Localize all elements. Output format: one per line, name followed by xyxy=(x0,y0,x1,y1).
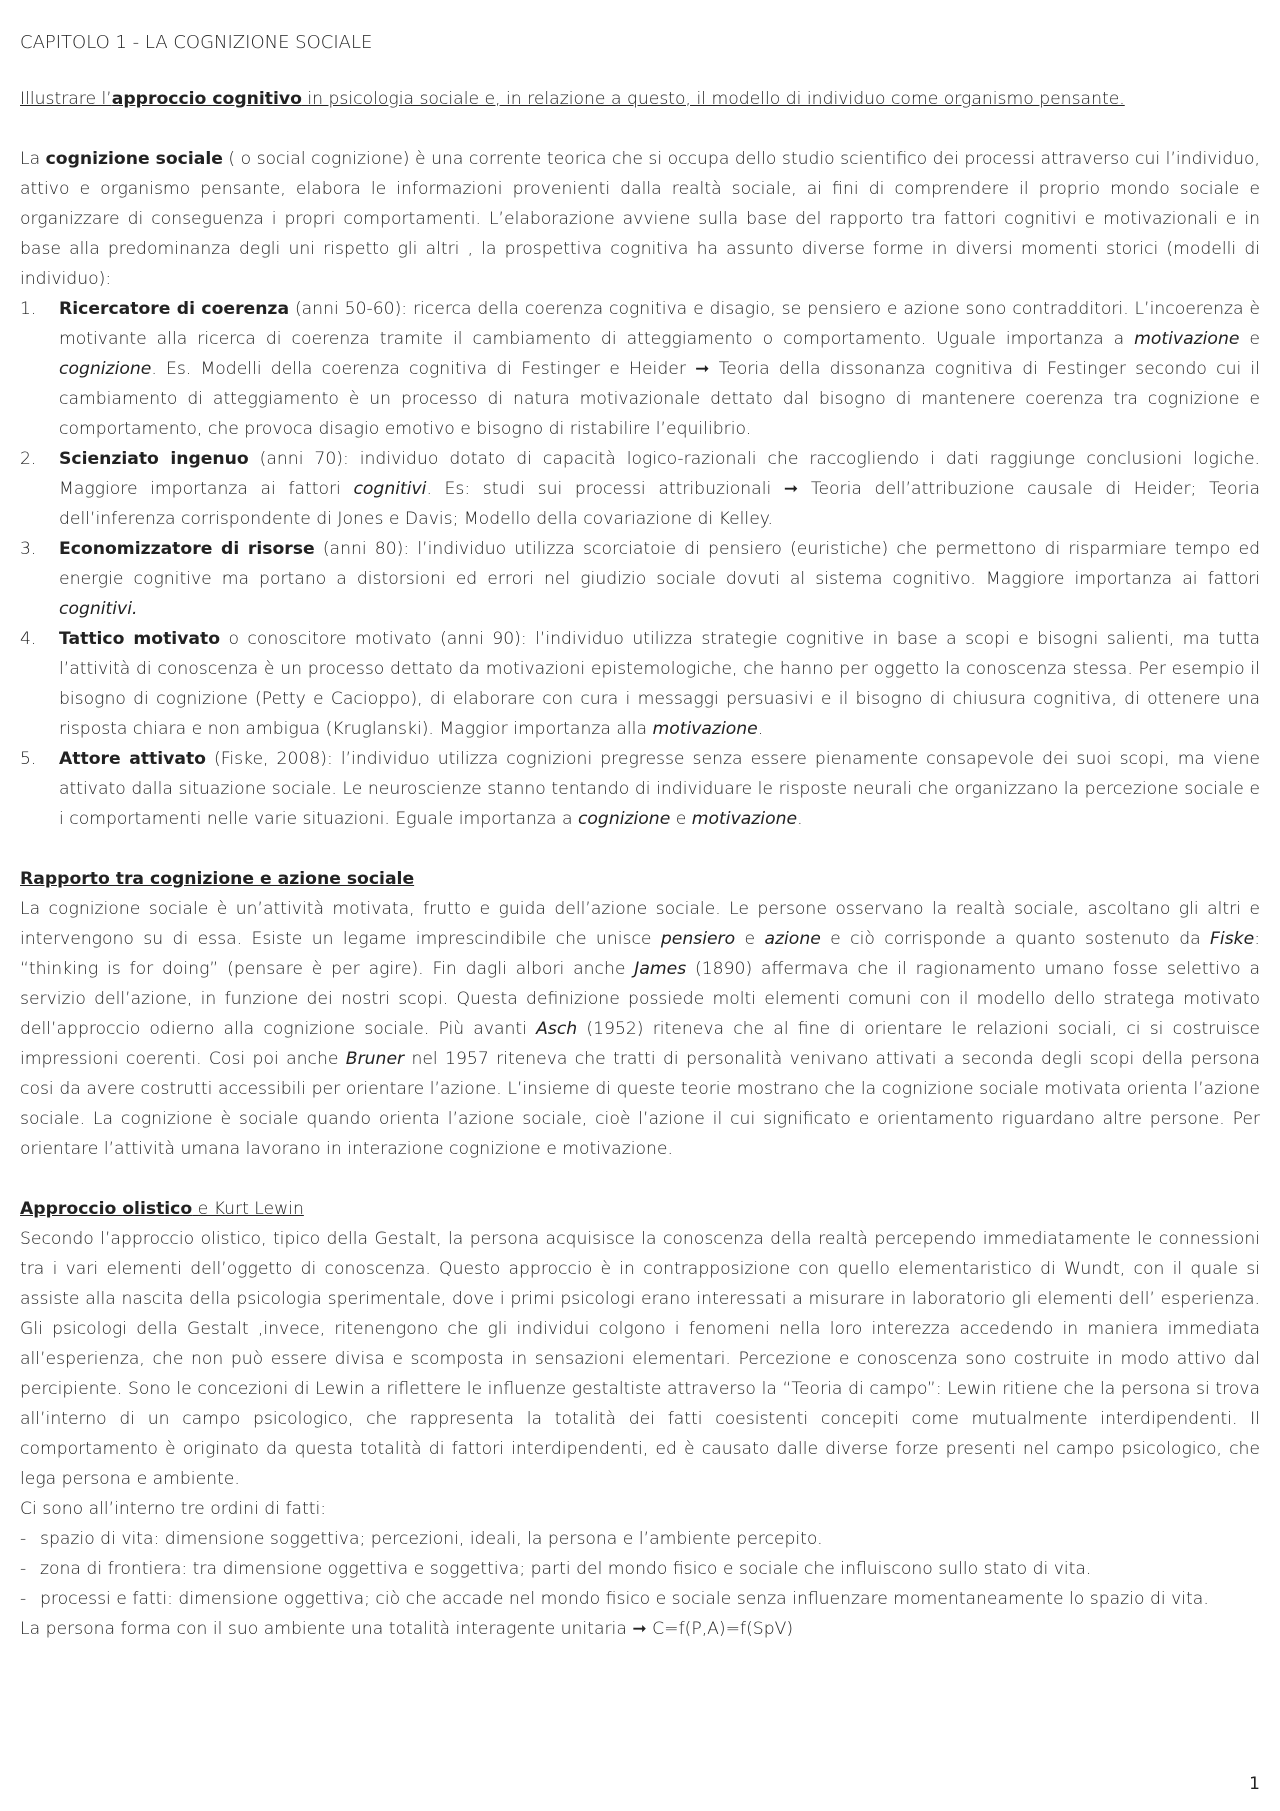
list-number: 4. xyxy=(20,629,37,649)
dash-bullet: - xyxy=(20,1559,27,1579)
model-item: 2. Scienziato ingenuo (anni 70): individuo dotato di capacità logico-razionali che raccogliendo i dati raggiunge conclusioni logiche. Maggiore importanza ai fattori cognitivi. Es: studi sui processi attribuzionali ➞ Teoria dell’attribuzione causale di Heider; Teoria dell’inferenza corrispondente di Jones e Davis; Modello della covariazione di Kelley. xyxy=(20,444,1260,534)
list-number: 2. xyxy=(20,449,37,469)
model-name: Scienziato ingenuo xyxy=(59,449,249,469)
model-item: 1. Ricercatore di coerenza (anni 50-60): ricerca della coerenza cognitiva e disagio, se pensiero e azione sono contradditori. L’incoerenza è motivante alla ricerca di coerenza tramite il cambiamento di atteggiamento o comportamento. Uguale importanza a motivazione e cognizione. Es. Modelli della coerenza cognitiva di Festinger e Heider ➞ Teoria della dissonanza cognitiva di Festinger secondo cui il cambiamento di atteggiamento è un processo di natura motivazionale dettato dal bisogno di mantenere coerenza tra cognizione e comportamento, che provoca disagio emotivo e bisogno di ristabilire l’equilibrio. xyxy=(20,294,1260,444)
model-item: 5. Attore attivato (Fiske, 2008): l’individuo utilizza cognizioni pregresse senza essere pienamente consapevole dei suoi scopi, ma viene attivato dalla situazione sociale. Le neuroscienze stanno tentando di individuare le risposte neurali che organizzano la percezione sociale e i comportamenti nelle varie situazioni. Eguale importanza a cognizione e motivazione. xyxy=(20,744,1260,834)
section-spacer xyxy=(20,1164,1260,1194)
cognition-action-paragraph: La cognizione sociale è un’attività motivata, frutto e guida dell’azione sociale. Le persone osservano la realtà sociale, ascoltano gli altri e intervengono su di essa. Esiste un legame imprescindibile che unisce pensiero e azione e ciò corrisponde a quanto sostenuto da Fiske: “thinking is for doing” (pensare è per agire). Fin dagli albori anche James (1890) affermava che il ragionamento umano fosse selettivo a servizio dell’azione, in funzione dei nostri scopi. Questa definizione possiede molti elementi comuni con il modello dello stratega motivato dell’approccio odierno alla cognizione sociale. Più avanti Asch (1952) riteneva che al fine di orientare le relazioni sociali, ci si costruisce impressioni coerenti. Cosi poi anche Bruner nel 1957 riteneva che tratti di personalità venivano attivati a seconda degli scopi della persona cosi da avere costrutti accessibili per orientare l’azione. L’insieme di queste teorie mostrano che la cognizione sociale motivata orienta l’azione sociale. La cognizione è sociale quando orienta l’azione sociale, cioè l’azione il cui significato e orientamento riguardano altre persone. Per orientare l’attività umana lavorano in interazione cognizione e motivazione. xyxy=(20,899,1261,1159)
dash-bullet: - xyxy=(20,1529,27,1549)
dash-bullet: - xyxy=(20,1589,27,1609)
list-number: 1. xyxy=(20,299,37,319)
facts-list-intro: Ci sono all’interno tre ordini di fatti: xyxy=(20,1499,327,1519)
list-number: 5. xyxy=(20,749,37,769)
list-item: - zona di frontiera: tra dimensione oggettiva e soggettiva; parti del mondo fisico e sociale che influiscono sullo stato di vita. xyxy=(20,1554,1260,1584)
model-name: Ricercatore di coerenza xyxy=(59,299,290,319)
section-heading-cognition-action: Rapporto tra cognizione e azione sociale xyxy=(20,869,415,889)
holistic-paragraph: Secondo l’approccio olistico, tipico della Gestalt, la persona acquisisce la conoscenza della realtà percependo immediatamente le connessioni tra i vari elementi dell’oggetto di conoscenza. Questo approccio è in contrapposizione con quello elementaristico di Wundt, con il quale si assiste alla nascita della psicologia sperimentale, dove i primi psicologi erano interessati a misurare in laboratorio gli elementi dell’ esperienza. Gli psicologi della Gestalt ,invece, ritenengono che gli individui colgono i fenomeni nella loro interezza accedendo in maniera immediata all’esperienza, che non può essere divisa e scomposta in sensazioni elementari. Percezione e conoscenza sono costruite in modo attivo dal percipiente. Sono le concezioni di Lewin a riflettere le influenze gestaltiste attraverso la “Teoria di campo”: Lewin ritiene che la persona si trova all’interno di un campo psicologico, che rappresenta la totalità dei fatti coesistenti concepiti come mutualmente interdipendenti. Il comportamento è originato da questa totalità di fattori interdipendenti, ed è causato dalle diverse forze presenti nel campo psicologico, che lega persona e ambiente. xyxy=(20,1229,1260,1489)
list-item: - spazio di vita: dimensione soggettiva; percezioni, ideali, la persona e l’ambiente percepito. xyxy=(20,1524,1260,1554)
section-heading-holistic: Approccio olistico e Kurt Lewin xyxy=(20,1199,304,1219)
question-keyword: approccio cognitivo xyxy=(111,89,302,109)
section-spacer xyxy=(20,834,1260,864)
list-item: - processi e fatti: dimensione oggettiva; ciò che accade nel mondo fisico e sociale senza influenzare momentaneamente lo spazio di vita. xyxy=(20,1584,1260,1614)
facts-list xyxy=(20,1524,1260,1614)
model-item: 3. Economizzatore di risorse (anni 80): l’individuo utilizza scorciatoie di pensiero (euristiche) che permettono di risparmiare tempo ed energie cognitive ma portano a distorsioni ed errori nel giudizio sociale dovuti al sistema cognitivo. Maggiore importanza ai fattori cognitivi. xyxy=(20,534,1260,624)
page-number: 1 xyxy=(1249,1774,1260,1794)
model-name: Economizzatore di risorse xyxy=(59,539,315,559)
chapter-question: Illustrare l’approccio cognitivo in psicologia sociale e, in relazione a questo, il modello di individuo come organismo pensante. xyxy=(20,89,1125,109)
intro-paragraph: La cognizione sociale ( o social cognizione) è una corrente teorica che si occupa dello studio scientifico dei processi attraverso cui l’individuo, attivo e organismo pensante, elabora le informazioni provenienti dalla realtà sociale, ai fini di comprendere il proprio mondo sociale e organizzare di conseguenza i propri comportamenti. L’elaborazione avviene sulla base del rapporto tra fattori cognitivi e motivazionali e in base alla predominanza degli uni rispetto gli altri , la prospettiva cognitiva ha assunto diverse forme in diversi momenti storici (modelli di individuo): xyxy=(20,149,1260,289)
model-name: Attore attivato xyxy=(59,749,206,769)
model-name: Tattico motivato xyxy=(59,629,221,649)
model-item: 4. Tattico motivato o conoscitore motivato (anni 90): l’individuo utilizza strategie cognitive in base a scopi e bisogni salienti, ma tutta l’attività di conoscenza è un processo dettato da motivazioni epistemologiche, che hanno per oggetto la conoscenza stessa. Per esempio il bisogno di cognizione (Petty e Cacioppo), di elaborare con cura i messaggi persuasivi e il bisogno di chiusura cognitiva, di ottenere una risposta chiara e non ambigua (Kruglanski). Maggior importanza alla motivazione. xyxy=(20,624,1260,744)
individual-models-list xyxy=(20,294,1260,834)
chapter-title: CAPITOLO 1 - LA COGNIZIONE SOCIALE xyxy=(20,32,373,53)
list-number: 3. xyxy=(20,539,37,559)
lewin-formula-line: La persona forma con il suo ambiente una totalità interagente unitaria ➞ C=f(P,A)=f(SpV) xyxy=(20,1619,794,1639)
document-page xyxy=(20,28,1260,1644)
intro-keyword: cognizione sociale xyxy=(45,149,223,169)
